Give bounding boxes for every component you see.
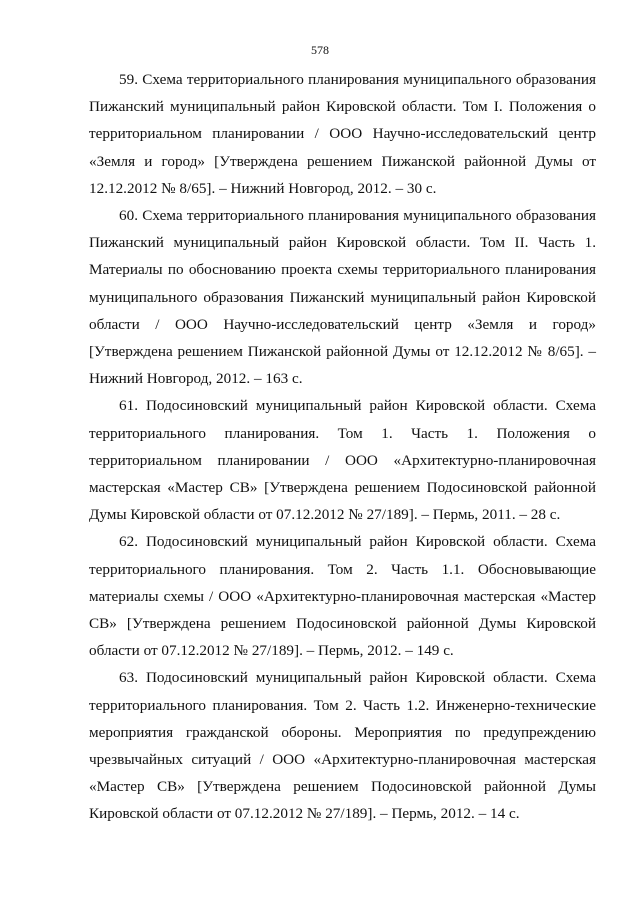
bibliography-entry-59: 59. Схема территориального планирования муниципального образования Пижанский муниципальный район Кировской области. Том I. Положения о территориальном планировании / ООО Научно-исследовательский центр «Земля и город» [Утверждена решением Пижанской районной Думы от 12.12.2012 № 8/65]. – Нижний Новгород, 2012. – 30 с.	[89, 71, 596, 197]
bibliography-entry-60: 60. Схема территориального планирования муниципального образования Пижанский муниципальный район Кировской области. Том II. Часть 1. Материалы по обоснованию проекта схемы территориального планирования муниципального образования Пижанский муниципальный район Кировской области / ООО Научно-исследовательский центр «Земля и город» [Утверждена решением Пижанской районной Думы от 12.12.2012 № 8/65]. – Нижний Новгород, 2012. – 163 с.	[89, 207, 596, 388]
bibliography-list	[89, 66, 596, 828]
bibliography-entry-63: 63. Подосиновский муниципальный район Кировской области. Схема территориального планирования. Том 2. Часть 1.2. Инженерно-технические мероприятия гражданской обороны. Мероприятия по предупреждению чрезвычайных ситуаций / ООО «Архитектурно-планировочная мастерская «Мастер СВ» [Утверждена решением Подосиновской районной Думы Кировской области от 07.12.2012 № 27/189]. – Пермь, 2012. – 14 с.	[89, 669, 596, 823]
bibliography-entry-61: 61. Подосиновский муниципальный район Кировской области. Схема территориального планирования. Том 1. Часть 1. Положения о территориальном планировании / ООО «Архитектурно-планировочная мастерская «Мастер СВ» [Утверждена решением Подосиновской районной Думы Кировской области от 07.12.2012 № 27/189]. – Пермь, 2011. – 28 с.	[89, 397, 596, 524]
page-number: 578	[311, 43, 329, 57]
bibliography-entry-62: 62. Подосиновский муниципальный район Кировской области. Схема территориального планирования. Том 2. Часть 1.1. Обосновывающие материалы схемы / ООО «Архитектурно-планировочная мастерская «Мастер СВ» [Утверждена решением Подосиновской районной Думы Кировской области от 07.12.2012 № 27/189]. – Пермь, 2012. – 149 с.	[89, 533, 596, 660]
